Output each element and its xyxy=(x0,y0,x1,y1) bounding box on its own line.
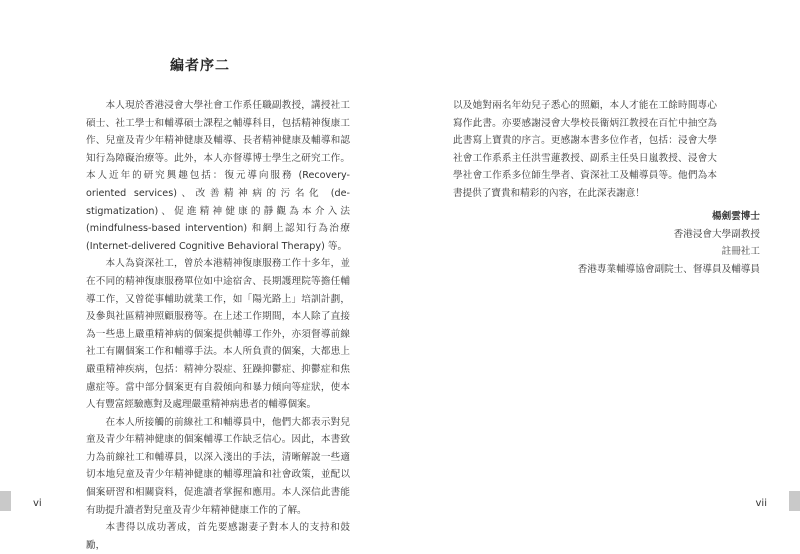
paragraph-2: 本人為資深社工，曾於本港精神復康服務工作十多年，並在不同的精神復康服務單位如中途宿舍、長期護理院等擔任輔導工作，又曾從事輔助就業工作，如「陽光路上」培訓計劃，及參與社區精神照顧服務等。在上述工作期間，本人除了直接為一些患上嚴重精神病的個案提供輔導工作外，亦須督導前線社工有關個案工作和輔導手法。本人所負責的個案，大都患上嚴重精神疾病，包括：精神分裂症、狂躁抑鬱症、抑鬱症和焦慮症等。當中部分個案更有自殺傾向和暴力傾向等症狀，使本人有豐富經驗應對及處理嚴重精神病患者的輔導個案。 xyxy=(86,258,350,411)
page-number: vi xyxy=(33,498,42,509)
author-title-line: 香港浸會大學副教授 xyxy=(673,228,760,240)
paragraph-continued: 以及她對兩名年幼兒子悉心的照顧，本人才能在工餘時間專心寫作此書。亦要感謝浸會大學校長衞炳江教授在百忙中抽空為此書寫上寶貴的序言。更感謝本書多位作者，包括：浸會大學社會工作系系主任洪雪蓮教授、副系主任吳日嵐教授、浸會大學社會工作系多位師生學者、資深社工及輔導員等。他們為本書提供了寶貴和精彩的內容，在此深表謝意！ xyxy=(453,100,717,199)
paragraph-3: 在本人所接觸的前線社工和輔導員中，他們大都表示對兒童及青少年精神健康的個案輔導工作缺乏信心。因此，本書致力為前線社工和輔導員，以深入淺出的手法，清晰解說一些適切本地兒童及青少年精神健康的輔導理論和社會政策，並配以個案研習和相關資料，促進讀者掌握和應用。本人深信此書能有助提升讀者對兒童及青少年精神健康工作的了解。 xyxy=(86,416,350,516)
preface-title: 編者序二 xyxy=(170,58,230,74)
page-number: vii xyxy=(755,498,767,509)
author-signature xyxy=(440,208,760,278)
author-title-line: 註冊社工 xyxy=(721,246,760,258)
paragraph-1: 本人現於香港浸會大學社會工作系任職副教授，講授社工碩士、社工學士和輔導碩士課程之輔導科目，包括精神復康工作、兒童及青少年精神健康及輔導、長者精神健康及輔導和認知行為障礙治療等。此外，本人亦督導博士學生之研究工作。本人近年的研究興趣包括：復元導向服務 (Recovery-oriented services)、改善精神病的污名化 (de-stigmatization)、促進精神健康的靜觀為本介入法 (mindfulness-based intervention) 和網上認知行為治療 (Internet-delivered Cognitive Behavioral Therapy) 等。 xyxy=(86,100,350,252)
page-edge-tab xyxy=(0,491,11,511)
right-body-text xyxy=(453,97,717,203)
author-name: 楊劍雲博士 xyxy=(712,211,760,222)
page-edge-tab xyxy=(789,491,800,511)
left-body-text xyxy=(86,97,350,554)
right-page xyxy=(400,0,800,538)
left-page xyxy=(0,0,400,551)
author-title-line: 香港專業輔導協會副院士、督導員及輔導員 xyxy=(577,263,760,275)
paragraph-4: 本書得以成功著成，首先要感謝妻子對本人的支持和鼓勵， xyxy=(86,522,350,551)
